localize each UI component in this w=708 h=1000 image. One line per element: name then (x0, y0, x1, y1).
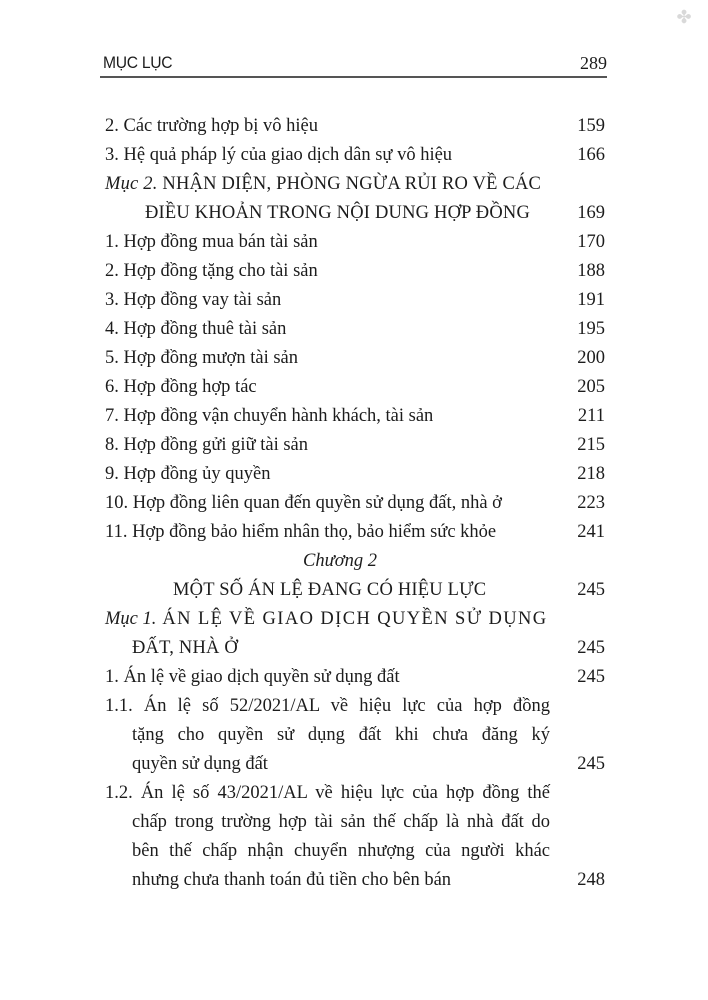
toc-entry[interactable] (105, 373, 605, 402)
toc-entry-text: 3. Hệ quả pháp lý của giao dịch dân sự vô hiệu (105, 145, 453, 165)
toc-entry-text: 2. Các trường hợp bị vô hiệu (105, 116, 319, 136)
section-title-part1: NHẬN DIỆN, PHÒNG NGỪA RỦI RO VỀ CÁC (157, 174, 542, 194)
page-number: 289 (580, 53, 607, 73)
toc-section-muc-1[interactable] (105, 605, 605, 663)
toc-section-muc-2[interactable] (105, 170, 605, 228)
toc-entry[interactable] (105, 518, 605, 547)
toc-entry-page: 223 (577, 493, 605, 513)
toc-entry-text-line3: bên thế chấp nhận chuyển nhượng của người khác (132, 841, 550, 861)
toc-entry-page: 205 (577, 377, 605, 397)
toc-entry-text: 10. Hợp đồng liên quan đến quyền sử dụng đất, nhà ở (105, 493, 502, 513)
toc-entry[interactable] (105, 402, 605, 431)
chapter-title: MỘT SỐ ÁN LỆ ĐANG CÓ HIỆU LỰC (173, 580, 487, 600)
toc-entry-text: 3. Hợp đồng vay tài sản (105, 290, 282, 310)
toc-entry[interactable] (105, 315, 605, 344)
toc-entry-page: 245 (577, 754, 605, 774)
toc-entry-text: 1. Án lệ về giao dịch quyền sử dụng đất (105, 667, 400, 687)
toc-entry-page: 218 (577, 464, 605, 484)
chapter-label: Chương 2 (303, 551, 377, 571)
toc-chapter-2[interactable] (105, 547, 605, 605)
toc-entry-page: 245 (577, 580, 605, 600)
toc-entry[interactable] (105, 663, 605, 692)
toc-entry-text: 9. Hợp đồng ủy quyền (105, 464, 271, 484)
toc-entry-page: 211 (577, 406, 605, 426)
table-of-contents (105, 112, 605, 895)
toc-entry-text-line4: nhưng chưa thanh toán đủ tiền cho bên bán (132, 870, 452, 890)
toc-entry-page: 169 (577, 203, 605, 223)
section-prefix: Mục 2. (105, 174, 158, 194)
page-header (100, 52, 607, 78)
toc-entry[interactable] (105, 286, 605, 315)
toc-entry[interactable] (105, 460, 605, 489)
toc-entry[interactable] (105, 344, 605, 373)
watermark-flower-icon: ✤ (676, 7, 692, 28)
toc-entry-page: 170 (577, 232, 605, 252)
toc-entry-text: 2. Hợp đồng tặng cho tài sản (105, 261, 318, 281)
toc-entry[interactable] (105, 141, 605, 170)
section-heading-line1 (105, 170, 541, 199)
toc-entry-page: 215 (577, 435, 605, 455)
toc-entry-page: 245 (577, 667, 605, 687)
toc-entry[interactable] (105, 257, 605, 286)
toc-entry-text: 11. Hợp đồng bảo hiểm nhân thọ, bảo hiểm sức khỏe (105, 522, 497, 542)
toc-entry-text-line2: chấp trong trường hợp tài sản thế chấp là nhà đất do (132, 812, 550, 832)
toc-entry-page: 241 (577, 522, 605, 542)
toc-entry[interactable] (105, 431, 605, 460)
toc-entry-text-line1: 1.1. Án lệ số 52/2021/AL về hiệu lực của hợp đồng (105, 696, 550, 716)
section-heading-line2: ĐẤT, NHÀ Ở (132, 638, 238, 658)
toc-entry-page: 200 (577, 348, 605, 368)
toc-entry[interactable] (105, 228, 605, 257)
toc-entry[interactable] (105, 112, 605, 141)
toc-entry-text: 4. Hợp đồng thuê tài sản (105, 319, 287, 339)
section-title-part1: ÁN LỆ VỀ GIAO DỊCH QUYỀN SỬ DỤNG (156, 609, 548, 629)
toc-entry-text: 5. Hợp đồng mượn tài sản (105, 348, 298, 368)
toc-entry[interactable] (105, 489, 605, 518)
toc-entry-page: 245 (577, 638, 605, 658)
toc-entry-text: 1. Hợp đồng mua bán tài sản (105, 232, 318, 252)
toc-entry-text-line3: quyền sử dụng đất (132, 754, 268, 774)
toc-entry-page: 248 (577, 870, 605, 890)
toc-entry-text-line2: tặng cho quyền sử dụng đất khi chưa đăng ký (132, 725, 550, 745)
toc-entry-1-2[interactable] (105, 779, 605, 895)
toc-entry-page: 191 (577, 290, 605, 310)
toc-entry-page: 166 (577, 145, 605, 165)
toc-entry-text: 8. Hợp đồng gửi giữ tài sản (105, 435, 309, 455)
toc-entry-text: 7. Hợp đồng vận chuyển hành khách, tài sản (105, 406, 434, 426)
toc-entry-page: 188 (577, 261, 605, 281)
section-heading-line2: ĐIỀU KHOẢN TRONG NỘI DUNG HỢP ĐỒNG (145, 203, 531, 223)
toc-entry-text-line1: 1.2. Án lệ số 43/2021/AL về hiệu lực của hợp đồng thế (105, 783, 550, 803)
running-title: MỤC LỤC (103, 53, 173, 72)
toc-entry-1-1[interactable] (105, 692, 605, 779)
toc-entry-text: 6. Hợp đồng hợp tác (105, 377, 257, 397)
section-prefix: Mục 1. (105, 609, 157, 629)
toc-entry-page: 195 (577, 319, 605, 339)
toc-entry-page: 159 (577, 116, 605, 136)
section-heading-line1 (105, 605, 548, 634)
